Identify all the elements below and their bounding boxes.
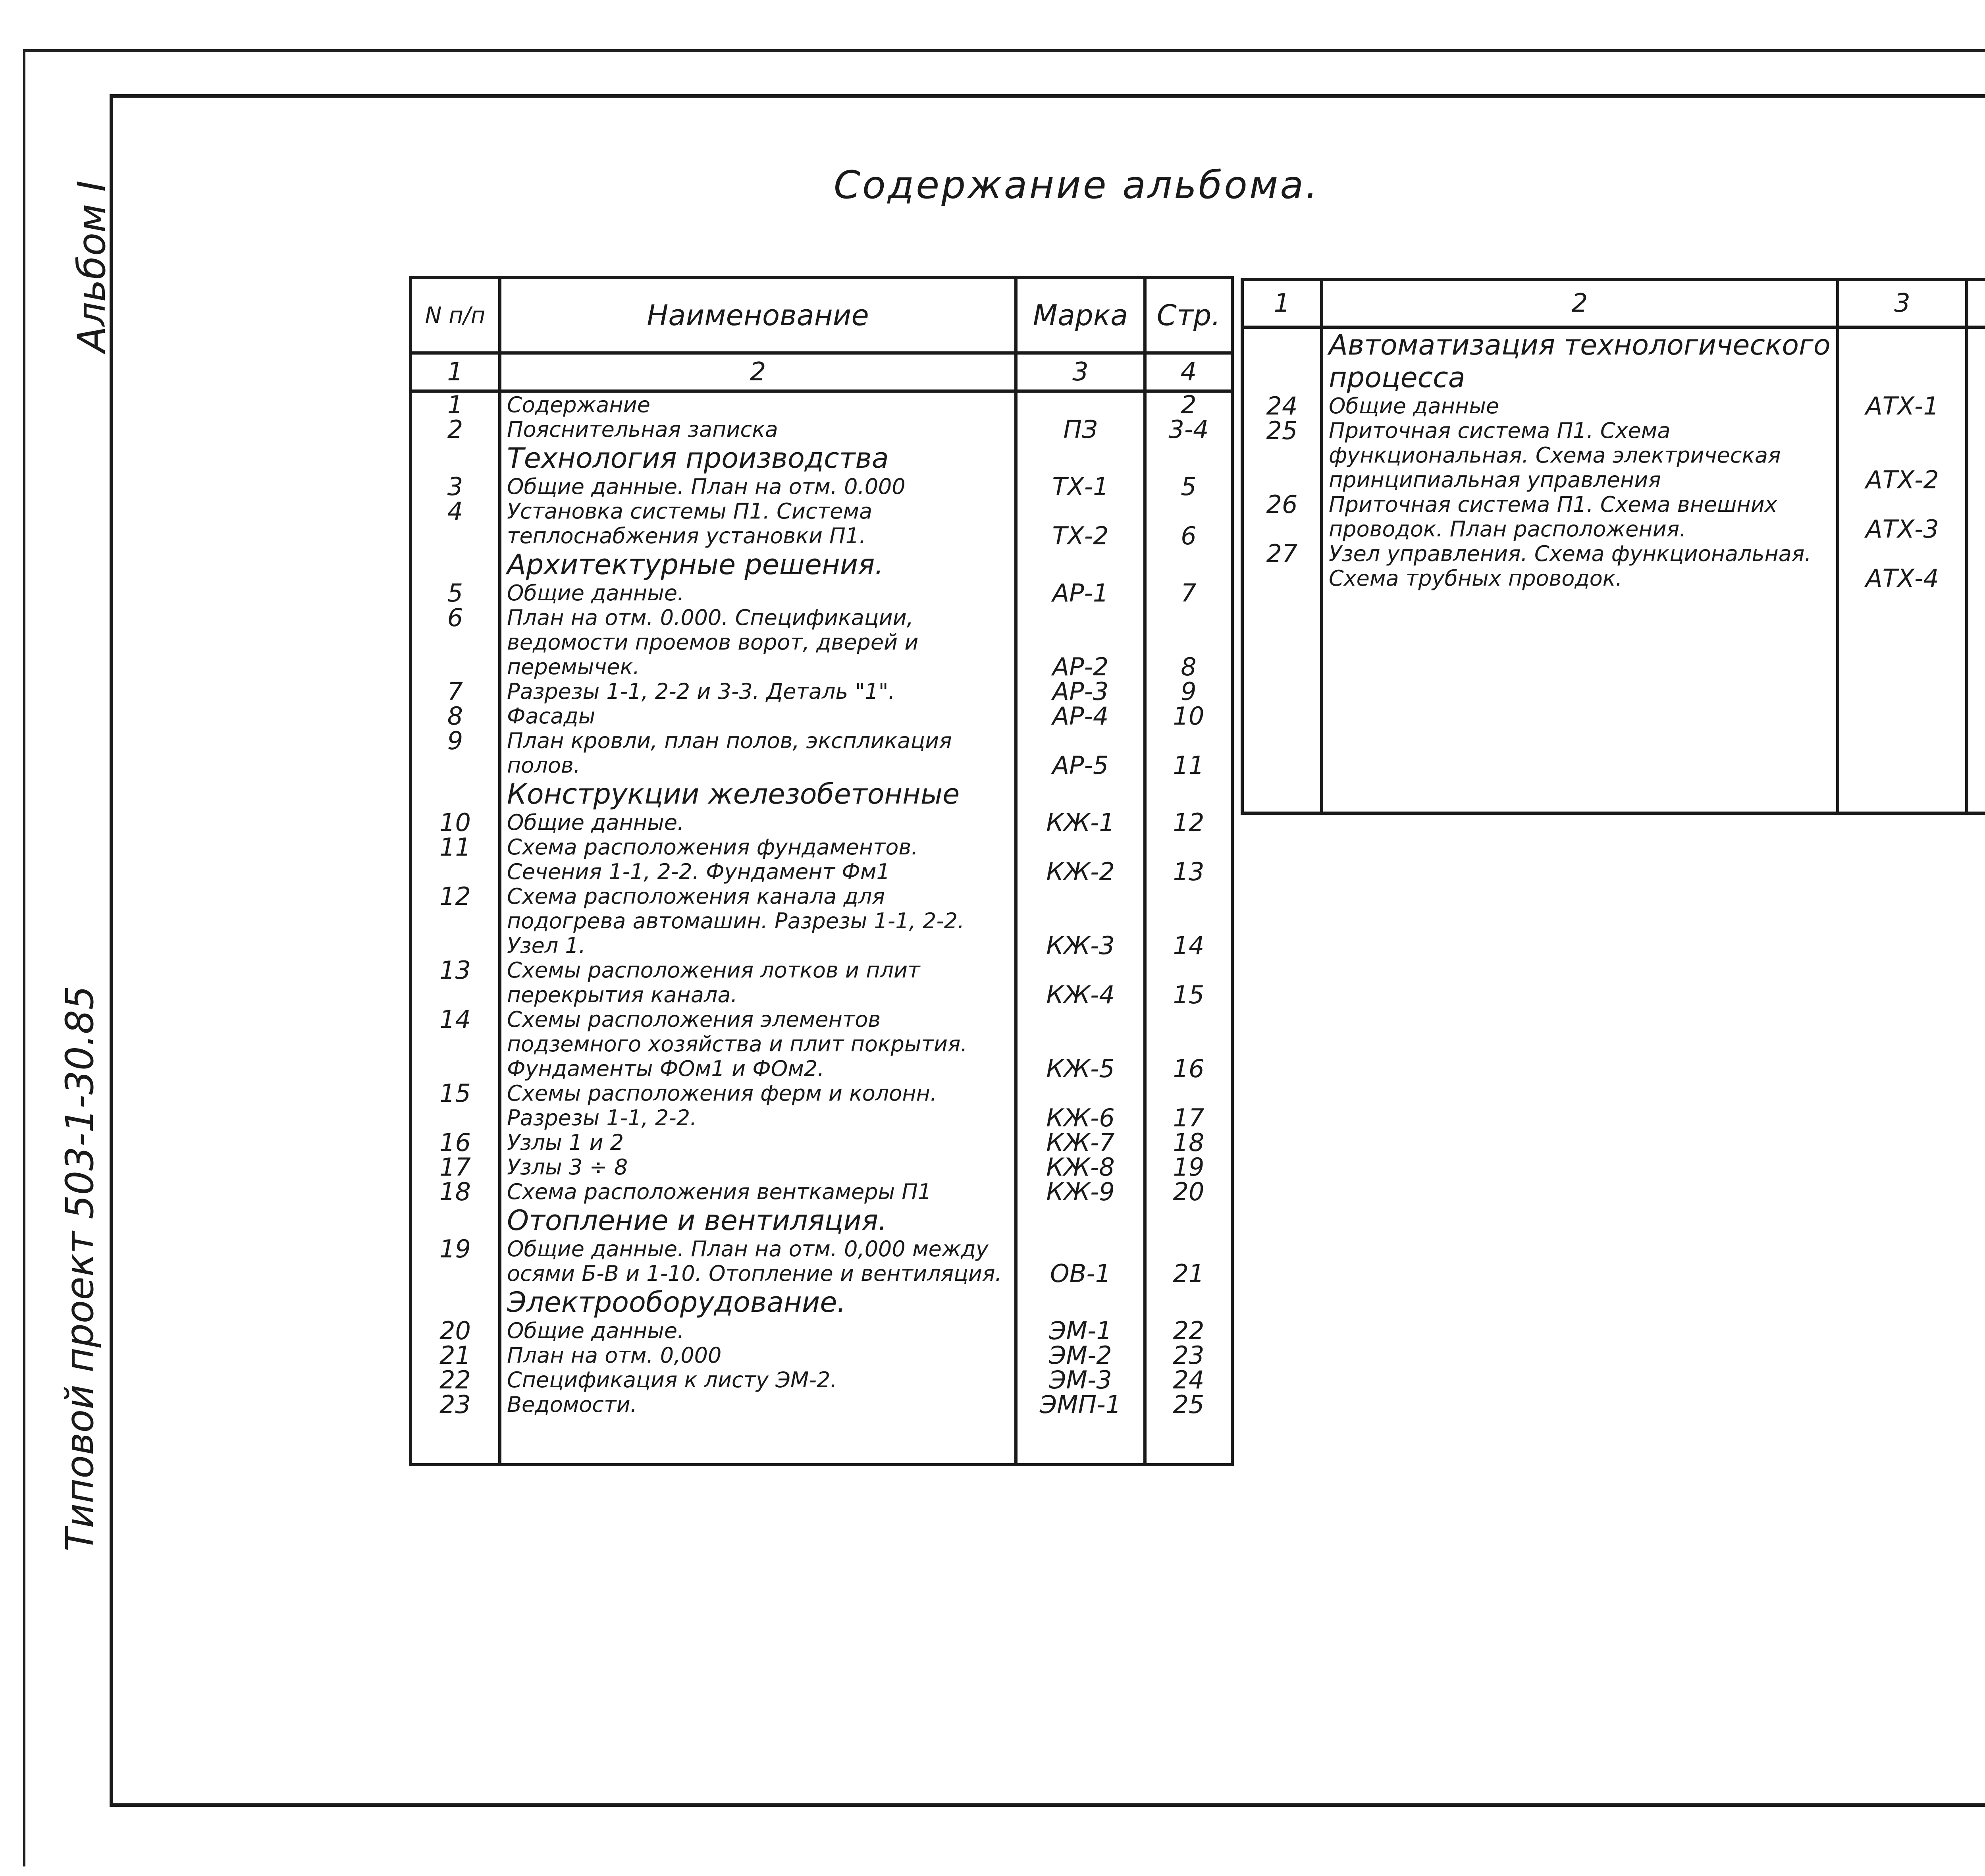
item-mark: АР-3 [1016,679,1145,704]
item-page: 16 [1145,1007,1232,1081]
item-mark: ЭМП-1 [1016,1392,1145,1417]
item-name: Общие данные. [500,581,1016,605]
item-number: 10 [410,810,500,835]
item-mark: КЖ-5 [1016,1007,1145,1081]
item-page: 12 [1145,810,1232,835]
contents-row [410,1368,1232,1392]
item-page: 14 [1145,884,1232,958]
contents-row [410,1237,1232,1286]
item-number: 12 [410,884,500,958]
page-title: Содержание альбома. [834,163,1320,207]
item-page: 7 [1145,581,1232,605]
col-number: 2 [500,353,1016,391]
empty-cell [1967,327,1985,394]
contents-row [410,1343,1232,1368]
item-name: Схема расположения фундаментов. Сечения 1-1, 2-2. Фундамент Фм1 [500,835,1016,884]
item-number: 13 [410,958,500,1007]
item-mark: КЖ-6 [1016,1081,1145,1130]
empty-cell [1242,591,1322,813]
contents-row [410,581,1232,605]
item-name: Схемы расположения лотков и плит перекрытия канала. [500,958,1016,1007]
item-page: 24 [1145,1368,1232,1392]
item-page: 6 [1145,499,1232,548]
item-number: 7 [410,679,500,704]
item-page: 15 [1145,958,1232,1007]
empty-cell [410,548,500,581]
contents-table-right [1241,278,1985,815]
section-heading-row [410,442,1232,474]
item-page [1967,418,1985,492]
item-mark: ОВ-1 [1016,1237,1145,1286]
item-page: 13 [1145,835,1232,884]
item-number: 25 [1242,418,1322,492]
item-mark: АР-4 [1016,704,1145,729]
contents-table-left [409,276,1234,1466]
item-mark: ПЗ [1016,417,1145,442]
empty-cell [1242,327,1322,394]
item-name: Узлы 3 ÷ 8 [500,1155,1016,1180]
item-name: Общие данные. План на отм. 0.000 [500,474,1016,499]
contents-body-right [1242,327,1985,813]
empty-cell [1145,442,1232,474]
empty-cell [410,442,500,474]
contents-row [410,1319,1232,1343]
empty-cell [1322,591,1838,813]
item-page: 17 [1145,1081,1232,1130]
item-page: 11 [1145,729,1232,778]
item-number: 19 [410,1237,500,1286]
item-name: Ведомости. [500,1392,1016,1417]
section-heading-row [1242,327,1985,394]
col-number [1967,280,1985,327]
blank-space-row [1242,591,1985,813]
blank-space-row [410,1417,1232,1465]
item-page: 22 [1145,1319,1232,1343]
item-name: Фасады [500,704,1016,729]
empty-cell [1145,1417,1232,1465]
item-page: 19 [1145,1155,1232,1180]
header-num: N п/п [410,278,500,353]
item-mark: АР-1 [1016,581,1145,605]
item-number: 14 [410,1007,500,1081]
item-name: Разрезы 1-1, 2-2 и 3-3. Деталь "1". [500,679,1016,704]
item-mark: КЖ-3 [1016,884,1145,958]
item-number: 8 [410,704,500,729]
empty-cell [1016,548,1145,581]
contents-row [410,704,1232,729]
item-page: 3-4 [1145,417,1232,442]
item-number: 11 [410,835,500,884]
item-mark: ЭМ-3 [1016,1368,1145,1392]
contents-row [410,729,1232,778]
item-mark: КЖ-7 [1016,1130,1145,1155]
contents-row [410,1155,1232,1180]
item-name: Схемы расположения элементов подземного хозяйства и плит покрытия. Фундаменты ФОм1 и ФОм2. [500,1007,1016,1081]
contents-row [410,417,1232,442]
item-name: Узел управления. Схема функциональная. Схема трубных проводок. [1322,542,1838,591]
contents-row [1242,492,1985,542]
item-name: Общие данные. [500,1319,1016,1343]
header-mark: Марка [1016,278,1145,353]
item-name: Приточная система П1. Схема функциональная. Схема электрическая принципиальная управления [1322,418,1838,492]
contents-row [1242,418,1985,492]
item-mark: КЖ-8 [1016,1155,1145,1180]
item-page [1967,542,1985,591]
empty-cell [500,1417,1016,1465]
empty-cell [1838,327,1967,394]
item-number: 4 [410,499,500,548]
item-name: Узлы 1 и 2 [500,1130,1016,1155]
section-heading: Автоматизация технологического процесса [1322,327,1838,394]
section-heading-row [410,1204,1232,1237]
contents-row [410,884,1232,958]
item-mark: КЖ-1 [1016,810,1145,835]
contents-row [410,1081,1232,1130]
header-page: Стр. [1145,278,1232,353]
contents-row [410,810,1232,835]
item-name: Содержание [500,391,1016,417]
item-number: 6 [410,605,500,679]
contents-row [410,1130,1232,1155]
item-number: 2 [410,417,500,442]
item-page: 21 [1145,1237,1232,1286]
empty-cell [1145,548,1232,581]
item-number: 23 [410,1392,500,1417]
item-mark: АР-5 [1016,729,1145,778]
contents-body-left [410,391,1232,1465]
project-label: Типовой проект 503-1-30.85 [58,985,102,1552]
item-name: Общие данные. [500,810,1016,835]
empty-cell [1967,591,1985,813]
item-name: Приточная система П1. Схема внешних проводок. План расположения. [1322,492,1838,542]
item-number: 18 [410,1180,500,1204]
item-number: 17 [410,1155,500,1180]
item-mark: АТХ-4 [1838,542,1967,591]
item-number: 20 [410,1319,500,1343]
contents-row [410,958,1232,1007]
contents-row [410,499,1232,548]
item-mark: ЭМ-1 [1016,1319,1145,1343]
item-mark: ТХ-2 [1016,499,1145,548]
item-page: 9 [1145,679,1232,704]
empty-cell [1016,1204,1145,1237]
item-number: 21 [410,1343,500,1368]
item-number: 3 [410,474,500,499]
empty-cell [410,1204,500,1237]
item-page [1967,394,1985,418]
item-mark: ТХ-1 [1016,474,1145,499]
item-name: Схема расположения венткамеры П1 [500,1180,1016,1204]
item-name: Схема расположения канала для подогрева автомашин. Разрезы 1-1, 2-2. Узел 1. [500,884,1016,958]
section-heading-row [410,778,1232,810]
item-number: 16 [410,1130,500,1155]
col-number: 3 [1838,280,1967,327]
item-name: План на отм. 0.000. Спецификации, ведомости проемов ворот, дверей и перемычек. [500,605,1016,679]
header-name: Наименование [500,278,1016,353]
col-number: 1 [1242,280,1322,327]
section-heading: Технология производства [500,442,1016,474]
item-name: План кровли, план полов, экспликация полов. [500,729,1016,778]
section-heading: Конструкции железобетонные [500,778,1016,810]
item-page: 8 [1145,605,1232,679]
contents-row [410,835,1232,884]
empty-cell [1016,442,1145,474]
item-name: Установка системы П1. Система теплоснабжения установки П1. [500,499,1016,548]
empty-cell [1016,1417,1145,1465]
contents-row [410,1007,1232,1081]
contents-row [1242,542,1985,591]
section-heading-row [410,1286,1232,1319]
col-number: 3 [1016,353,1145,391]
contents-row [410,605,1232,679]
item-mark: КЖ-9 [1016,1180,1145,1204]
col-number: 1 [410,353,500,391]
item-name: Спецификация к листу ЭМ-2. [500,1368,1016,1392]
item-page [1967,492,1985,542]
contents-row [410,1180,1232,1204]
section-heading: Архитектурные решения. [500,548,1016,581]
empty-cell [1016,1286,1145,1319]
item-name: План на отм. 0,000 [500,1343,1016,1368]
empty-cell [1016,778,1145,810]
item-name: Общие данные [1322,394,1838,418]
empty-cell [1145,1204,1232,1237]
item-number: 24 [1242,394,1322,418]
item-page: 20 [1145,1180,1232,1204]
item-mark [1016,391,1145,417]
item-number: 26 [1242,492,1322,542]
item-mark: АТХ-3 [1838,492,1967,542]
item-mark: КЖ-4 [1016,958,1145,1007]
item-mark: АР-2 [1016,605,1145,679]
item-mark: АТХ-1 [1838,394,1967,418]
empty-cell [410,778,500,810]
empty-cell [1145,1286,1232,1319]
item-number: 27 [1242,542,1322,591]
item-page: 18 [1145,1130,1232,1155]
item-mark: АТХ-2 [1838,418,1967,492]
item-page: 10 [1145,704,1232,729]
item-mark: КЖ-2 [1016,835,1145,884]
album-label: Альбом I [69,180,114,353]
empty-cell [410,1286,500,1319]
section-heading-row [410,548,1232,581]
item-number: 9 [410,729,500,778]
item-number: 5 [410,581,500,605]
item-page: 2 [1145,391,1232,417]
item-page: 25 [1145,1392,1232,1417]
item-name: Пояснительная записка [500,417,1016,442]
item-name: Схемы расположения ферм и колонн. Разрезы 1-1, 2-2. [500,1081,1016,1130]
item-number: 1 [410,391,500,417]
col-number: 4 [1145,353,1232,391]
item-mark: ЭМ-2 [1016,1343,1145,1368]
contents-row [410,474,1232,499]
section-heading: Электрооборудование. [500,1286,1016,1319]
contents-row [410,1392,1232,1417]
empty-cell [410,1417,500,1465]
col-number: 2 [1322,280,1838,327]
item-name: Общие данные. План на отм. 0,000 между осями Б-В и 1-10. Отопление и вентиляция. [500,1237,1016,1286]
item-number: 22 [410,1368,500,1392]
empty-cell [1838,591,1967,813]
item-page: 5 [1145,474,1232,499]
item-number: 15 [410,1081,500,1130]
contents-row [1242,394,1985,418]
contents-row [410,679,1232,704]
empty-cell [1145,778,1232,810]
contents-row [410,391,1232,417]
item-page: 23 [1145,1343,1232,1368]
section-heading: Отопление и вентиляция. [500,1204,1016,1237]
